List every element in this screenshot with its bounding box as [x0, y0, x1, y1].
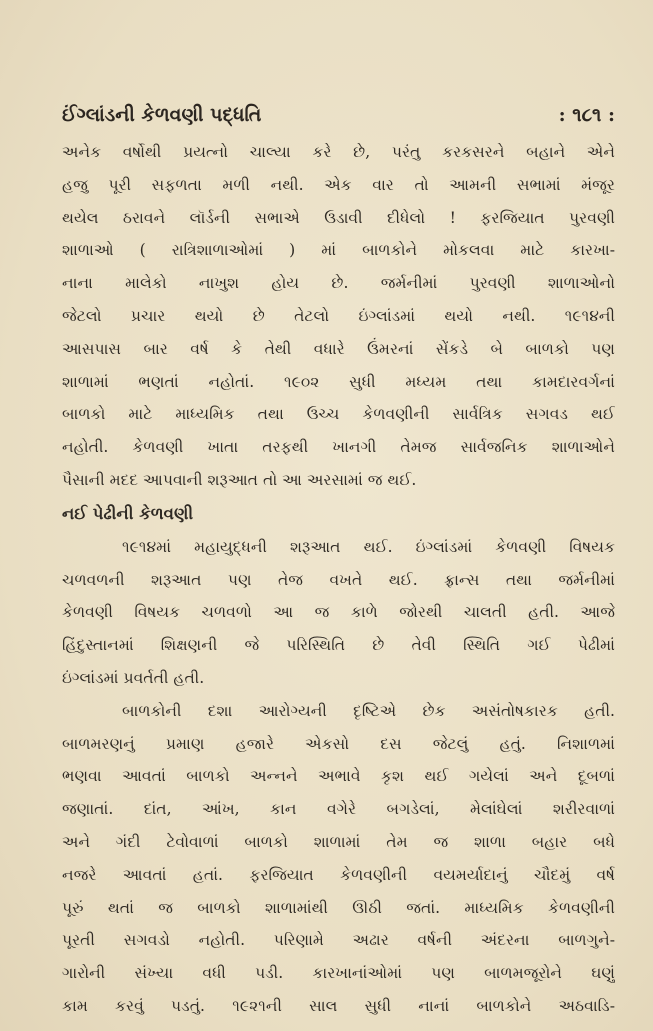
- text-line: પૂરું થતાં જ બાળકો શાળામાંથી ઊઠી જતાં. માધ્યમિક કેળવણીની: [62, 898, 615, 917]
- text-line: આસપાસ બાર વર્ષ કે તેથી વધારે ઉંમરનાં સેંકડે બે બાળકો પણ: [62, 339, 615, 358]
- text-line: હિંદુસ્તાનમાં શિક્ષણની જે પરિસ્થિતિ છે તેવી સ્થિતિ ગઈ પેઢીમાં: [62, 636, 615, 655]
- text-line: ભણવા આવતાં બાળકો અન્નને અભાવે કૃશ થઈ ગયેલાં અને દૂબળાં: [62, 767, 615, 786]
- paragraph-2: [62, 531, 615, 695]
- section-heading: નઈ પેઢીની કેળવણી: [62, 503, 194, 523]
- text-line: પૈસાની મદદ આપવાની શરૂઆત તો આ અરસામાં જ થઈ.: [62, 470, 417, 489]
- text-line: ઇંગ્લાંડમાં પ્રવર્તતી હતી.: [62, 668, 205, 687]
- text-line: ૧૯૧૪માં મહાયુદ્ધની શરૂઆત થઈ. ઇંગ્લાંડમાં કેળવણી વિષયક: [122, 537, 615, 556]
- chapter-title: ઈંગ્લાંડની કેળવણી પદ્ધતિ: [62, 104, 262, 126]
- text-line: પૂરતી સગવડો નહોતી. પરિણામે અઢાર વર્ષની અંદરના બાળગુને-: [62, 931, 615, 950]
- text-line: શાળાઓ ( રાત્રિશાળાઓમાં ) માં બાળકોને મોકલવા માટે કારખા-: [62, 241, 615, 260]
- text-line: નહોતી. કેળવણી ખાતા તરફથી ખાનગી તેમજ સાર્વજનિક શાળાઓને: [62, 438, 615, 457]
- text-line: શાળામાં ભણતાં નહોતાં. ૧૯૦૨ સુધી મધ્યમ તથા કામદારવર્ગનાં: [62, 372, 615, 391]
- text-line: બાળકો માટે માધ્યમિક તથા ઉચ્ચ કેળવણીની સાર્વત્રિક સગવડ થઈ: [62, 405, 615, 424]
- page-number: : ૧૮૧ :: [558, 104, 615, 126]
- paragraph-3: [62, 695, 615, 1023]
- text-line: થયેલ ઠરાવને લૉર્ડની સભાએ ઉડાવી દીધેલો ! ફરજિયાત પુરવણી: [62, 208, 615, 227]
- text-line: કેળવણી વિષયક ચળવળો આ જ કાળે જોરથી ચાલતી હતી. આજે: [62, 603, 615, 622]
- page-body: [62, 136, 615, 1023]
- text-line: અને ગંદી ટેવોવાળાં બાળકો શાળામાં તેમ જ શાળા બહાર બધે: [62, 832, 615, 851]
- text-line: જેટલો પ્રચાર થયો છે તેટલો ઇંગ્લાંડમાં થયો નથી. ૧૯૧૪ની: [62, 306, 615, 325]
- text-line: બાળકોની દશા આરોગ્યની દૃષ્ટિએ છેક અસંતોષકારક હતી.: [122, 701, 615, 720]
- text-line: બાળમરણનું પ્રમાણ હજારે એકસો દસ જેટલું હતું. નિશાળમાં: [62, 734, 615, 753]
- paragraph-1: [62, 136, 615, 497]
- page-header: [62, 98, 615, 132]
- text-line: જણાતાં. દાંત, આંખ, કાન વગેરે બગડેલાં, મેલાંઘેલાં શરીરવાળાં: [62, 800, 615, 819]
- text-line: નાના માલેકો નાખુશ હોય છે. જર્મનીમાં પુરવણી શાળાઓનો: [62, 274, 615, 293]
- text-line: ગારોની સંખ્યા વધી પડી. કારખાનાંઓમાં પણ બાળમજૂરોને ઘણું: [62, 964, 615, 983]
- text-line: અનેક વર્ષોથી પ્રયત્નો ચાલ્યા કરે છે, પરંતુ કરકસરને બહાને એને: [62, 143, 615, 161]
- text-line: હજુ પૂરી સફળતા મળી નથી. એક વાર તો આમની સભામાં મંજૂર: [62, 175, 615, 194]
- text-line: કામ કરવું પડતું. ૧૯૨૧ની સાલ સુધી નાનાં બાળકોને અઠવાડિ-: [62, 996, 615, 1015]
- text-line: નજરે આવતાં હતાં. ફરજિયાત કેળવણીની વયમર્યાદાનું ચૌદમું વર્ષ: [62, 865, 615, 884]
- text-line: ચળવળની શરૂઆત પણ તેજ વખતે થઈ. ફ્રાન્સ તથા જર્મનીમાં: [62, 570, 615, 589]
